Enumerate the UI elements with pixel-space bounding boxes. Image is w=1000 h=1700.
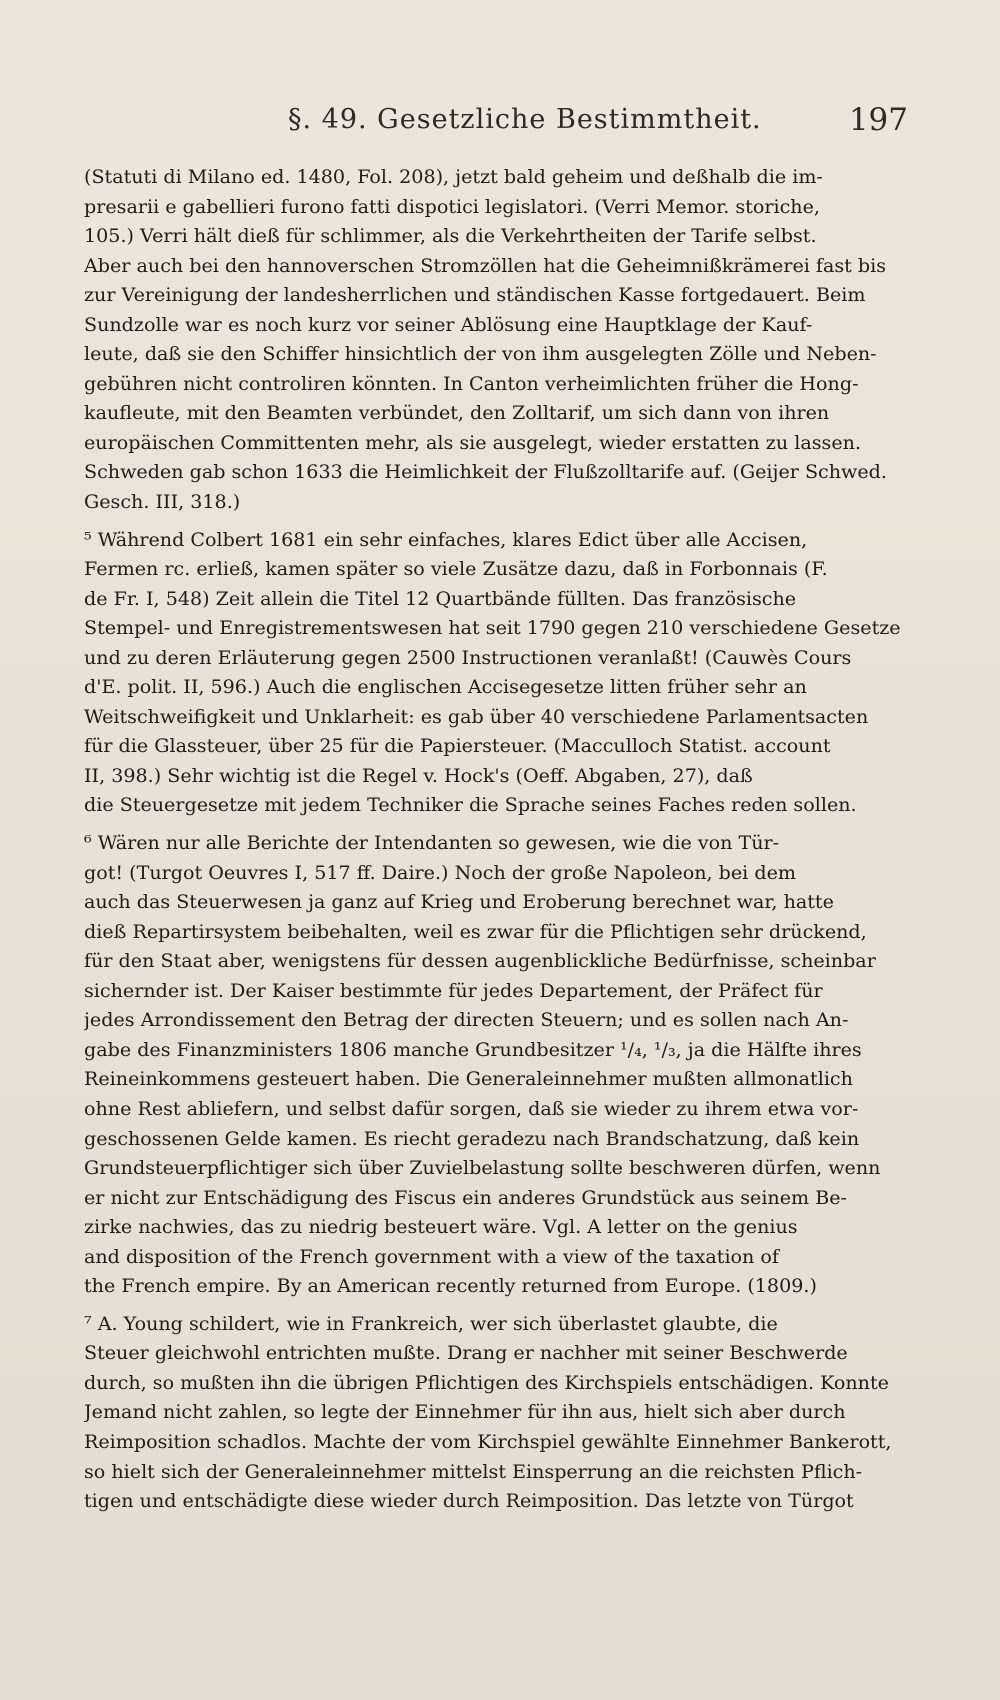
text-line: Steuer gleichwohl entrichten mußte. Drang er nachher mit seiner Beschwerde	[84, 1341, 848, 1365]
text-line: geschossenen Gelde kamen. Es riecht geradezu nach Brandschatzung, daß kein	[84, 1126, 860, 1150]
text-line: Reineinkommens gesteuert haben. Die Generaleinnehmer mußten allmonatlich	[84, 1067, 853, 1091]
page-number: 197	[848, 102, 908, 138]
text-line: Fermen rc. erließ, kamen später so viele Zusätze dazu, daß in Forbonnais (F.	[84, 557, 828, 581]
footnote-text-body	[84, 162, 904, 1516]
text-line: ⁶ Wären nur alle Berichte der Intendanten so gewesen, wie die von Tür-	[84, 831, 780, 855]
text-line: II, 398.) Sehr wichtig ist die Regel v. Hock's (Oeff. Abgaben, 27), daß	[84, 763, 753, 787]
section-heading: §. 49. Gesetzliche Bestimmtheit.	[288, 104, 762, 135]
text-line: and disposition of the French government with a view of the taxation of	[84, 1244, 779, 1268]
text-line: Weitschweifigkeit und Unklarheit: es gab über 40 verschiedene Parlamentsacten	[84, 704, 869, 728]
text-line: auch das Steuerwesen ja ganz auf Krieg und Eroberung berechnet war, hatte	[84, 890, 834, 914]
paragraph-continuation	[84, 162, 904, 517]
paragraph-spacing	[84, 1301, 904, 1309]
text-line: 105.) Verri hält dieß für schlimmer, als die Verkehrtheiten der Tarife selbst.	[84, 224, 817, 248]
text-line: the French empire. By an American recently returned from Europe. (1809.)	[84, 1274, 817, 1298]
text-line: Schweden gab schon 1633 die Heimlichkeit der Flußzolltarife auf. (Geijer Schwed.	[84, 460, 887, 484]
text-line: und zu deren Erläuterung gegen 2500 Instructionen veranlaßt! (Cauwès Cours	[84, 645, 852, 669]
text-line: für den Staat aber, wenigstens für dessen augenblickliche Bedürfnisse, scheinbar	[84, 949, 876, 973]
paragraph-spacing	[84, 820, 904, 828]
text-line: gabe des Finanzministers 1806 manche Grundbesitzer ¹/₄, ¹/₃, ja die Hälfte ihres	[84, 1037, 862, 1061]
text-line: europäischen Committenten mehr, als sie ausgelegt, wieder erstatten zu lassen.	[84, 430, 861, 454]
text-line: Stempel- und Enregistrementswesen hat seit 1790 gegen 210 verschiedene Gesetze	[84, 616, 901, 640]
text-line: ⁷ A. Young schildert, wie in Frankreich, wer sich überlastet glaubte, die	[84, 1311, 778, 1335]
text-line: d'E. polit. II, 596.) Auch die englischen Accisegesetze litten früher sehr an	[84, 675, 807, 699]
text-line: für die Glassteuer, über 25 für die Papiersteuer. (Macculloch Statist. account	[84, 734, 831, 758]
text-line: zirke nachwies, das zu niedrig besteuert wäre. Vgl. A letter on the genius	[84, 1215, 798, 1239]
paragraph-spacing	[84, 517, 904, 525]
text-line: leute, daß sie den Schiffer hinsichtlich der von ihm ausgelegten Zölle und Neben-	[84, 342, 877, 366]
text-line: die Steuergesetze mit jedem Techniker die Sprache seines Faches reden sollen.	[84, 793, 857, 817]
text-line: er nicht zur Entschädigung des Fiscus ein anderes Grundstück aus seinem Be-	[84, 1185, 847, 1209]
text-line: tigen und entschädigte diese wieder durch Reimposition. Das letzte von Türgot	[84, 1489, 854, 1513]
text-line: ohne Rest abliefern, und selbst dafür sorgen, daß sie wieder zu ihrem etwa vor-	[84, 1096, 859, 1120]
footnote-6	[84, 828, 904, 1301]
text-line: dieß Repartirsystem beibehalten, weil es zwar für die Pflichtigen sehr drückend,	[84, 919, 867, 943]
footnote-7	[84, 1309, 904, 1516]
text-line: Sundzolle war es noch kurz vor seiner Ablösung eine Hauptklage der Kauf-	[84, 312, 813, 336]
text-line: got! (Turgot Oeuvres I, 517 ff. Daire.) Noch der große Napoleon, bei dem	[84, 860, 796, 884]
text-line: gebühren nicht controliren könnten. In Canton verheimlichten früher die Hong-	[84, 371, 859, 395]
text-line: de Fr. I, 548) Zeit allein die Titel 12 Quartbände füllten. Das französische	[84, 586, 797, 610]
page-header	[88, 92, 908, 142]
text-line: so hielt sich der Generaleinnehmer mittelst Einsperrung an die reichsten Pflich-	[84, 1459, 863, 1483]
text-line: presarii e gabellieri furono fatti dispotici legislatori. (Verri Memor. storiche,	[84, 194, 820, 218]
text-line: Jemand nicht zahlen, so legte der Einnehmer für ihn aus, hielt sich aber durch	[84, 1400, 846, 1424]
text-line: kaufleute, mit den Beamten verbündet, den Zolltarif, um sich dann von ihren	[84, 401, 830, 425]
text-line: durch, so mußten ihn die übrigen Pflichtigen des Kirchspiels entschädigen. Konnte	[84, 1370, 889, 1394]
text-line: Gesch. III, 318.)	[84, 490, 241, 514]
text-line: sichernder ist. Der Kaiser bestimmte für jedes Departement, der Präfect für	[84, 978, 823, 1002]
text-line: (Statuti di Milano ed. 1480, Fol. 208), jetzt bald geheim und deßhalb die im-	[84, 165, 823, 188]
footnote-5	[84, 525, 904, 820]
text-line: zur Vereinigung der landesherrlichen und ständischen Kasse fortgedauert. Beim	[84, 283, 866, 307]
text-line: Reimposition schadlos. Machte der vom Kirchspiel gewählte Einnehmer Bankerott,	[84, 1429, 892, 1453]
text-line: ⁵ Während Colbert 1681 ein sehr einfaches, klares Edict über alle Accisen,	[84, 527, 808, 551]
text-line: jedes Arrondissement den Betrag der directen Steuern; und es sollen nach An-	[84, 1008, 849, 1032]
text-line: Aber auch bei den hannoverschen Stromzöllen hat die Geheimnißkrämerei fast bis	[84, 253, 887, 277]
text-line: Grundsteuerpflichtiger sich über Zuvielbelastung sollte beschweren dürfen, wenn	[84, 1156, 881, 1180]
